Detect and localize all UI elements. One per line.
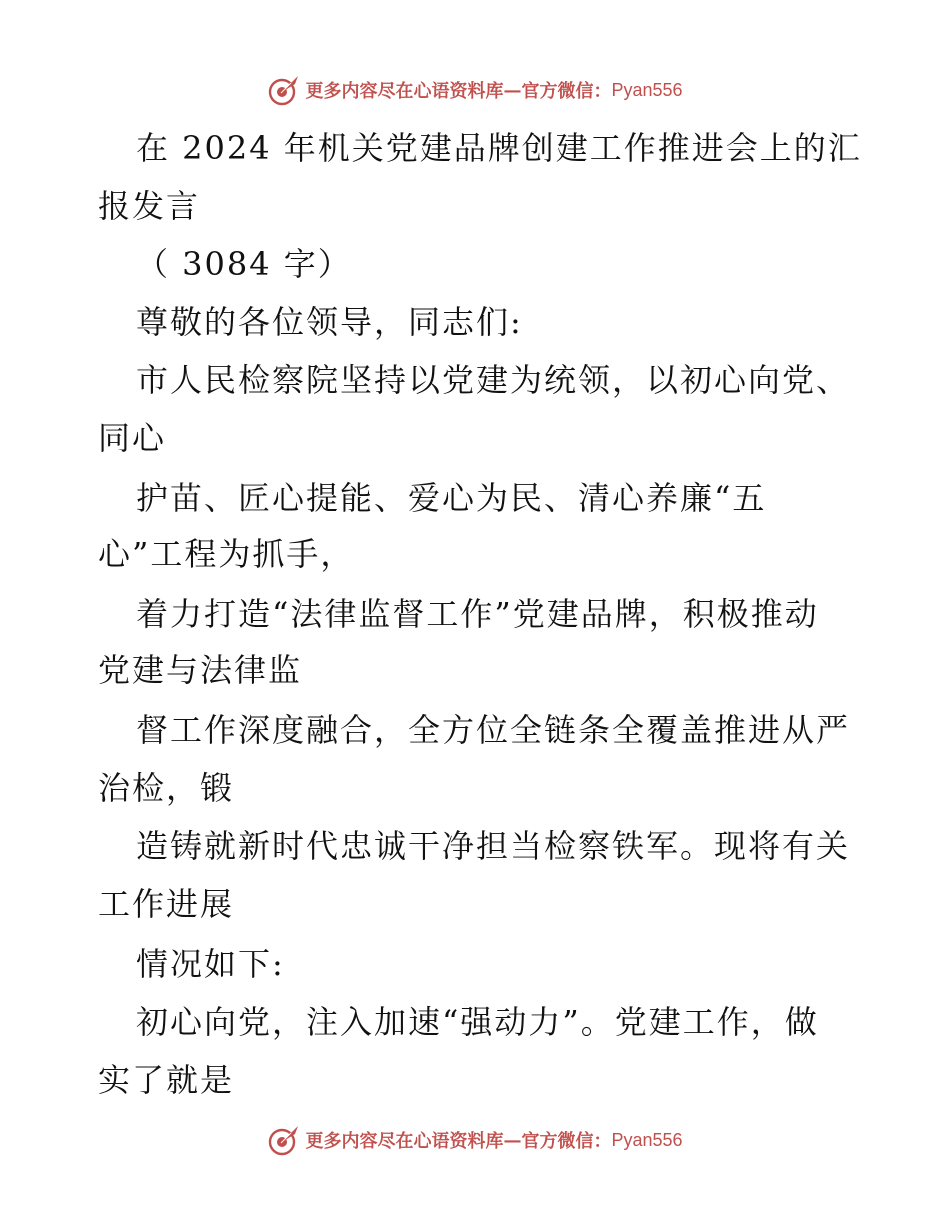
footer-wechat-id: Pyan556 <box>611 1129 683 1150</box>
text-line: （ 3084 字） <box>136 245 352 283</box>
header-wechat-id: Pyan556 <box>611 79 683 100</box>
text-line: 工作进展 <box>98 885 235 923</box>
quill-logo-icon <box>267 73 301 107</box>
header-dash: — <box>503 79 522 101</box>
text-line: 市人民检察院坚持以党建为统领，以初心向党、 <box>136 361 851 399</box>
text-line: 督工作深度融合，全方位全链条全覆盖推进从严 <box>136 711 851 749</box>
header-banner[interactable] <box>0 70 950 110</box>
text-line: 报发言 <box>98 187 201 225</box>
text-line: 在 2024 年机关党建品牌创建工作推进会上的汇 <box>136 129 862 167</box>
text-line: 初心向党，注入加速“强动力”。党建工作，做 <box>136 1003 819 1041</box>
text-line: 尊敬的各位领导，同志们: <box>136 303 523 341</box>
text-line: 党建与法律监 <box>98 651 303 689</box>
text-line: 治检，锻 <box>98 769 235 807</box>
text-line: 心”工程为抓手， <box>98 535 355 573</box>
header-brand-text: 更多内容尽在心语资料库 <box>305 81 504 102</box>
text-line: 护苗、匠心提能、爱心为民、清心养廉“五 <box>136 479 767 517</box>
text-line: 情况如下: <box>136 945 285 983</box>
footer-brand-text: 更多内容尽在心语资料库 <box>305 1131 504 1152</box>
text-line: 造铸就新时代忠诚干净担当检察铁军。现将有关 <box>136 827 851 865</box>
quill-logo-icon <box>267 1123 301 1157</box>
header-wechat-label: 官方微信： <box>521 81 612 102</box>
text-line: 实了就是 <box>98 1061 235 1099</box>
footer-wechat-label: 官方微信： <box>521 1131 612 1152</box>
footer-dash: — <box>503 1129 522 1151</box>
footer-banner[interactable] <box>0 1120 950 1160</box>
text-line: 着力打造“法律监督工作”党建品牌，积极推动 <box>136 595 819 633</box>
text-line: 同心 <box>98 419 167 457</box>
